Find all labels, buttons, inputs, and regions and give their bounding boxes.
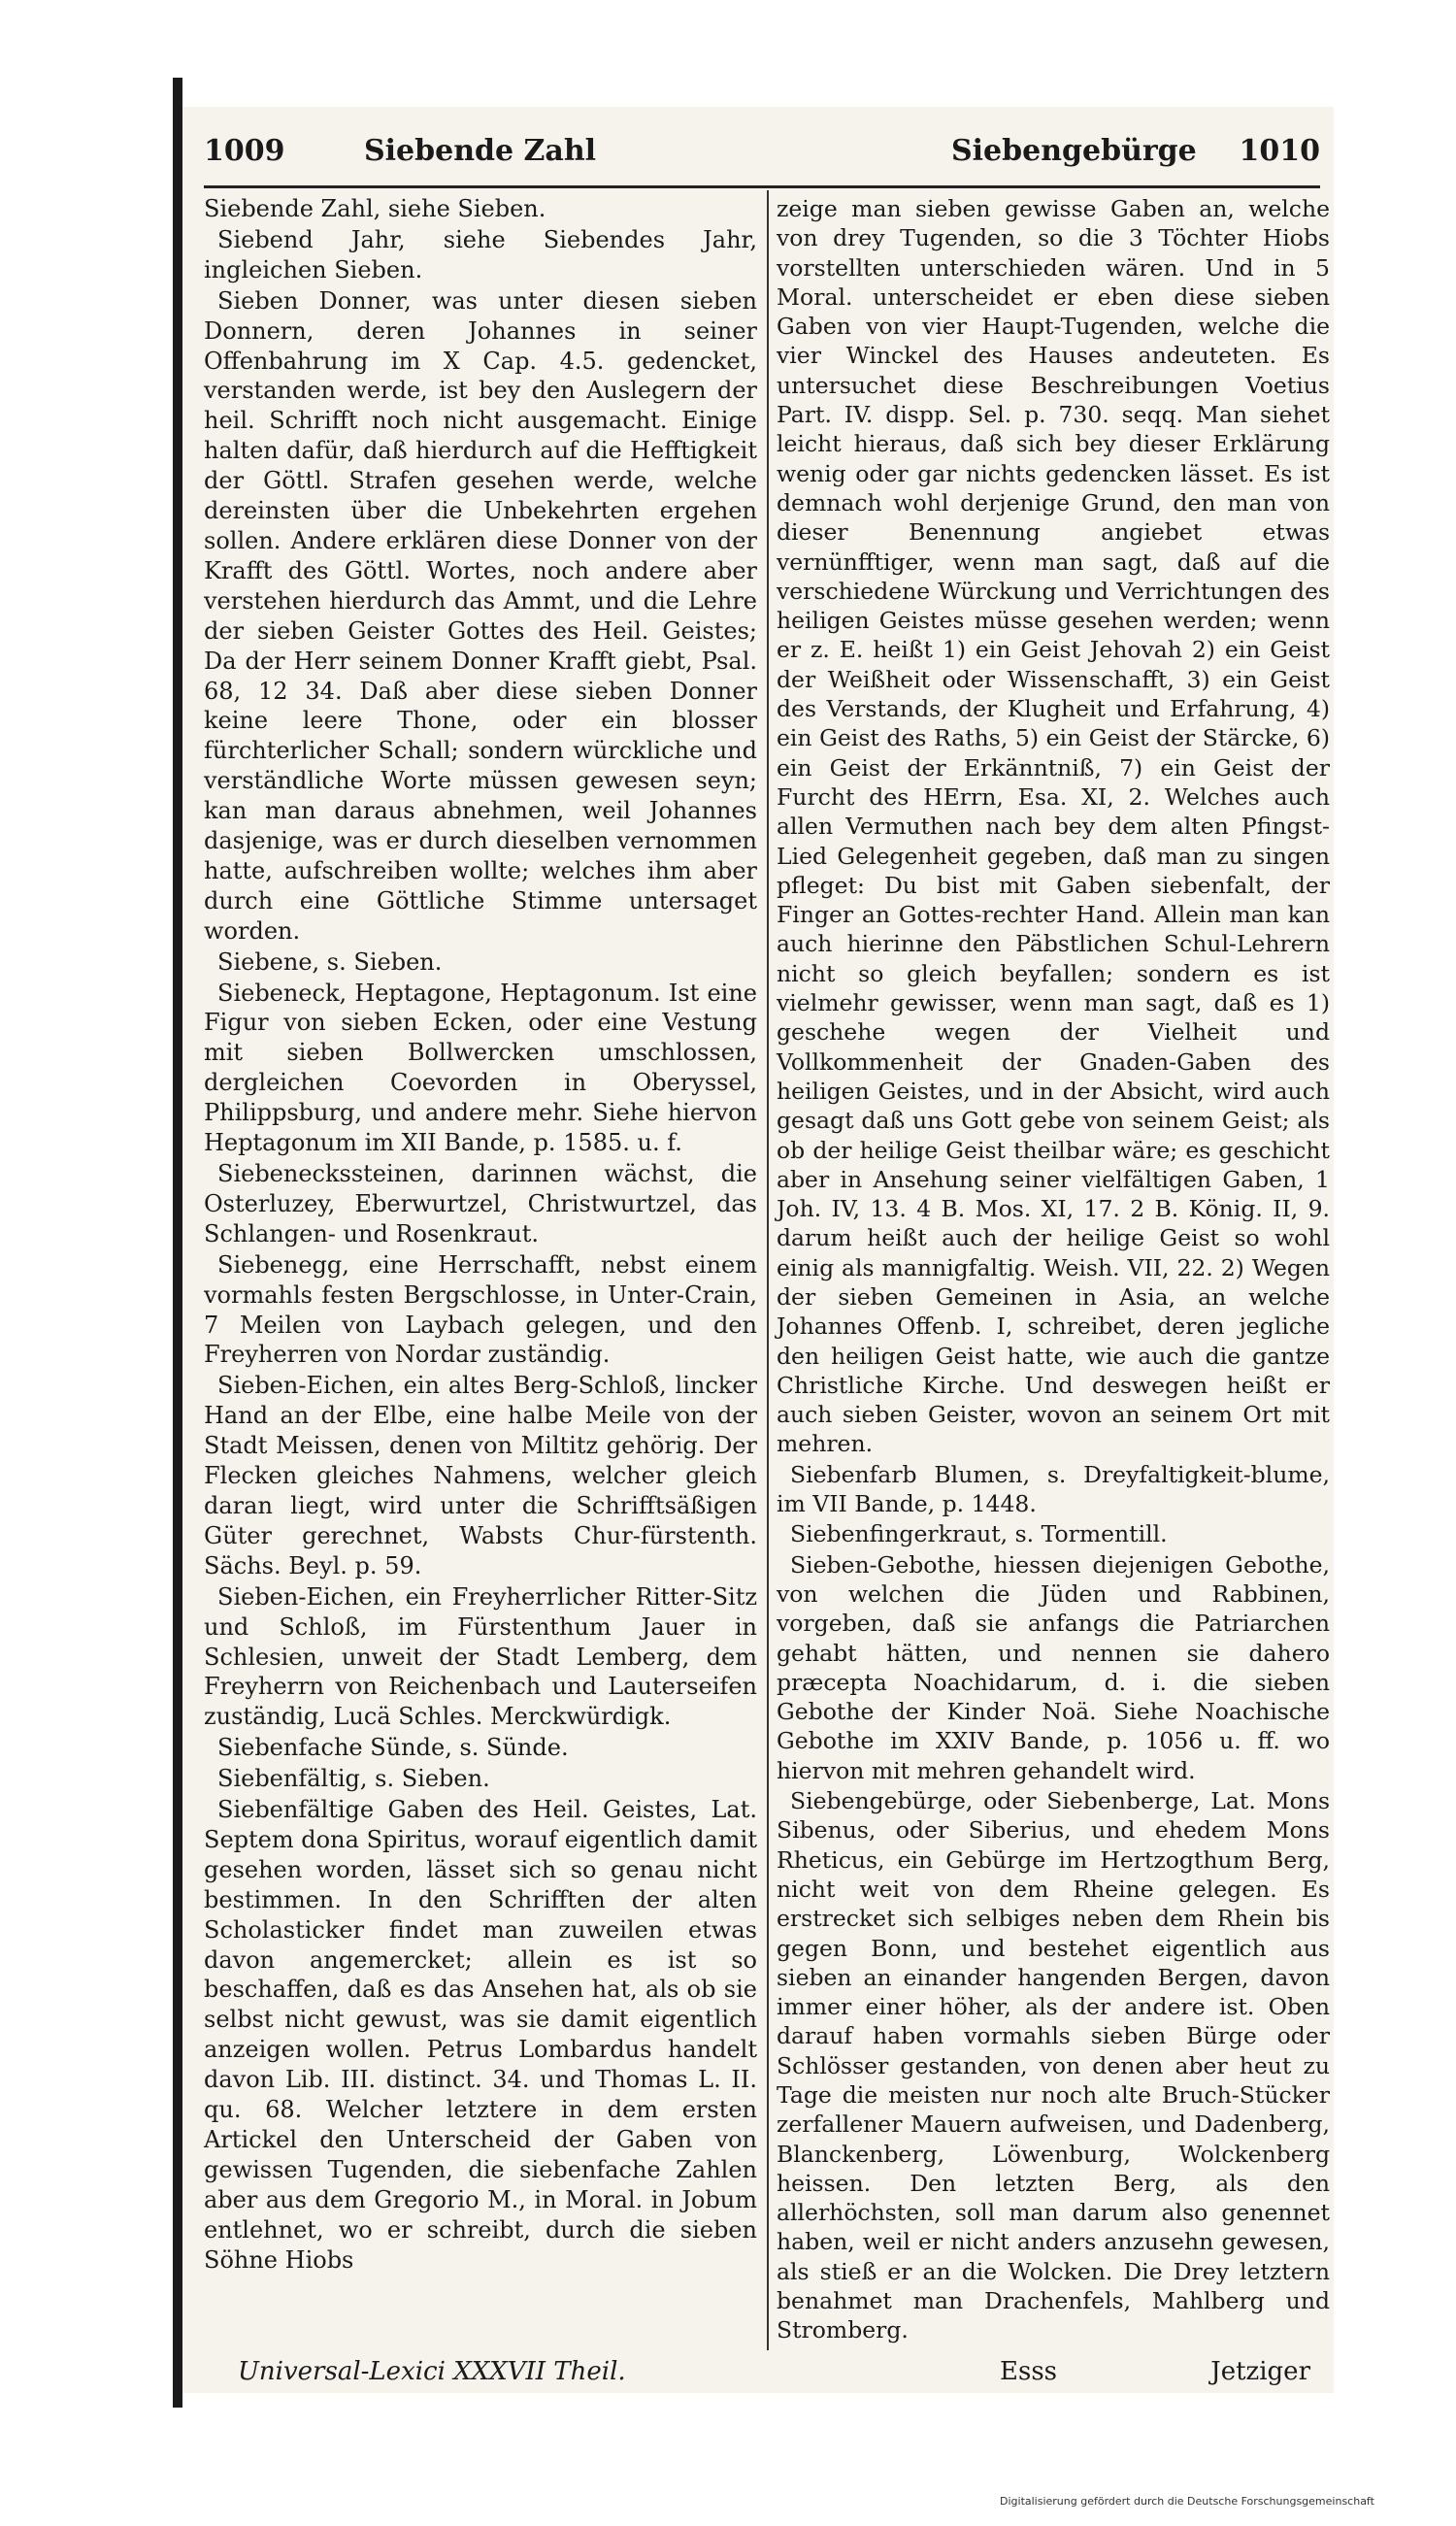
entry: Siebend Jahr, siehe Siebendes Jahr, ingleichen Sieben. [204, 225, 757, 283]
entry: Siebene, s. Sieben. [217, 947, 443, 976]
page-number-left: 1009 [204, 134, 285, 168]
entry: Siebenegg, eine Herrschafft, nebst einem vormahls festen Bergschlosse, in Unter-Crain, 7 Meilen von Laybach gelegen, und den Freyherren von Nordar zuständig. [204, 1250, 757, 1369]
right-column [777, 194, 1330, 2346]
signature-line: Universal-Lexici XXXVII Theil. [238, 2357, 626, 2386]
entry: Sieben-Eichen, ein altes Berg-Schloß, lincker Hand an der Elbe, eine halbe Meile von der Stadt Meissen, denen von Miltitz gehörig. Der Flecken gleiches Nahmens, welcher gleich daran liegt, wird unter die Schrifftsäßigen Güter gerechnet, Wabsts Chur-fürstenth. Sächs. Beyl. p. 59. [204, 1372, 757, 1579]
page-footer [204, 2357, 1320, 2396]
running-header [204, 134, 1320, 183]
entry: Siebenfingerkraut, s. Tormentill. [790, 1520, 1168, 1548]
entry: Siebengebürge, oder Siebenberge, Lat. Mons Sibenus, oder Siberius, und ehedem Mons Rheticus, ein Gebürge im Hertzogthum Berg, nicht weit von dem Rheine gelegen. Es erstrecket sich selbiges neben dem Rhein bis gegen Bonn, und bestehet eigentlich aus sieben an einander hangenden Bergen, davon immer einer höher, als der andere ist. Oben darauf haben vormahls sieben Bürge oder Schlösser gestanden, von denen aber heut zu Tage die meisten nur noch alte Bruch-Stücker zerfallener Mauern aufweisen, und Dadenberg, Blanckenberg, Löwenburg, Wolckenberg heissen. Den letzten Berg, als den allerhöchsten, soll man darum also genennet haben, weil er nicht anders anzusehn gewesen, als stieß er an die Wolcken. Die Drey letztern benahmet man Drachenfels, Mahlberg und Stromberg. [777, 1787, 1330, 2344]
header-title-right: Siebengebürge [951, 134, 1197, 168]
entry: Siebenfältige Gaben des Heil. Geistes, Lat. Septem dona Spiritus, worauf eigentlich damit gesehen worden, lässet sich so genau nicht bestimmen. In den Schrifften der alten Scholasticker findet man zuweilen etwas davon angemercket; allein es ist so beschaffen, daß es das Ansehen hat, als ob sie selbst nicht gewust, was sie damit eigentlich anzeigen wollen. Petrus Lombardus handelt davon Lib. III. distinct. 34. und Thomas L. II. qu. 68. Welcher letztere in dem ersten Artickel den Unterscheid der Gaben von gewissen Tugenden, die siebenfache Zahlen aber aus dem Gregorio M., in Moral. in Jobum entlehnet, wo er schreibt, durch die sieben Söhne Hiobs [204, 1796, 757, 2274]
entry: Siebenfältig, s. Sieben. [217, 1765, 490, 1793]
sheet-mark: Esss [1000, 2357, 1058, 2386]
entry: Siebenfarb Blumen, s. Dreyfaltigkeit-blume, im VII Bande, p. 1448. [777, 1460, 1330, 1518]
catchword: Jetziger [1210, 2357, 1310, 2386]
entry-continuation: zeige man sieben gewisse Gaben an, welche von drey Tugenden, so die 3 Töchter Hiobs vorstellten unterschieden wären. Und in 5 Moral. unterscheidet er eben diese sieben Gaben von vier Haupt-Tugenden, welche die vier Winckel des Hauses andeuteten. Es untersuchet diese Beschreibungen Voetius Part. IV. dispp. Sel. p. 730. seqq. Man siehet leicht hieraus, daß sich bey dieser Erklärung wenig oder gar nichts gedencken lässet. Es ist demnach wohl derjenige Grund, den man von dieser Benennung angiebet etwas vernünfftiger, wenn man sagt, daß auf die verschiedene Würckung und Verrichtungen des heiligen Geistes müsse gesehen werden; wenn er z. E. heißt 1) ein Geist Jehovah 2) ein Geist der Weißheit oder Wissenschafft, 3) ein Geist des Verstands, der Klugheit und Erfahrung, 4) ein Geist des Raths, 5) ein Geist der Stärcke, 6) ein Geist der Erkänntniß, 7) ein Geist der Furcht des HErrn, Esa. XI, 2. Welches auch allen Vermuthen nach bey dem alten Pfingst-Lied Gelegenheit gegeben, daß man zu singen pfleget: Du bist mit Gaben siebenfalt, der Finger an Gottes-rechter Hand. Allein man kan auch hierinne den Päbstlichen Schul-Lehrern nicht so gleich beyfallen; sondern es ist vielmehr gewisser, wenn man sagt, daß es 1) geschehe wegen der Vielheit und Vollkommenheit der Gnaden-Gaben des heiligen Geistes, und in der Absicht, wird auch gesagt daß uns Gott gebe von seinem Geist; als ob der heilige Geist theilbar wäre; es geschicht aber in Ansehung seiner vielfältigen Gaben, 1 Joh. IV, 13. 4 B. Mos. XI, 17. 2 B. König. II, 9. darum heißt auch der heilige Geist so wohl einig als mannigfaltig. Weish. VII, 22. 2) Wegen der sieben Gemeinen in Asia, an welche Johannes Offenb. I, schreibet, deren jegliche den heiligen Geist hatte, wie auch die gantze Christliche Kirche. Und deswegen heißt er auch sieben Geister, wovon an seinem Ort mit mehren. [777, 195, 1330, 1458]
binding-edge [173, 78, 182, 2408]
entry: Siebeneckssteinen, darinnen wächst, die Osterluzey, Eberwurtzel, Christwurtzel, das Schlangen- und Rosenkraut. [204, 1160, 757, 1247]
page-number-right: 1010 [1239, 134, 1320, 168]
entry: Sieben-Eichen, ein Freyherrlicher Ritter-Sitz und Schloß, im Fürstenthum Jauer in Schlesien, unweit der Stadt Lemberg, dem Freyherrn von Reichenbach und Lauterseifen zuständig, Lucä Schles. Merckwürdigk. [204, 1582, 757, 1731]
column-divider [767, 190, 769, 2350]
entry: Siebeneck, Heptagone, Heptagonum. Ist eine Figur von sieben Ecken, oder eine Vestung mit sieben Bollwercken umschlossen, dergleichen Coevorden in Oberyssel, Philippsburg, und andere mehr. Siehe hiervon Heptagonum im XII Bande, p. 1585. u. f. [204, 979, 757, 1157]
header-title-left: Siebende Zahl [364, 134, 597, 168]
left-column [204, 194, 757, 2277]
entry: Siebende Zahl, siehe Sieben. [204, 195, 546, 222]
entry: Siebenfache Sünde, s. Sünde. [217, 1734, 569, 1762]
header-rule [204, 185, 1320, 188]
entry: Sieben-Gebothe, hiessen diejenigen Gebothe, von welchen die Jüden und Rabbinen, vorgeben, daß sie anfangs die Patriarchen gehabt hätten, und nennen sie dahero præcepta Noachidarum, d. i. die sieben Gebothe der Kinder Noä. Siehe Noachische Gebothe im XXIV Bande, p. 1056 u. ff. wo hiervon mit mehren gehandelt wird. [777, 1550, 1330, 1784]
entry: Sieben Donner, was unter diesen sieben Donnern, deren Johannes in seiner Offenbahrung im X Cap. 4.5. gedencket, verstanden werde, ist bey den Auslegern der heil. Schrifft noch nicht ausgemacht. Einige halten dafür, daß hierdurch auf die Hefftigkeit der Göttl. Strafen gesehen werde, welche dereinsten über die Unbekehrten ergehen sollen. Andere erklären diese Donner von der Krafft des Göttl. Wortes, noch andere aber verstehen hierdurch das Ammt, und die Lehre der sieben Geister Gottes des Heil. Geistes; Da der Herr seinem Donner Krafft giebt, Psal. 68, 12 34. Daß aber diese sieben Donner keine leere Thone, oder ein blosser fürchterlicher Schall; sondern würckliche und verständliche Worte müssen gewesen seyn; kan man daraus abnehmen, weil Johannes dasjenige, was er durch dieselben vernommen hatte, aufschreiben wollte; welches ihm aber durch eine Göttliche Stimme untersaget worden. [204, 286, 757, 945]
digitization-credit: Digitalisierung gefördert durch die Deutsche Forschungsgemeinschaft [1000, 2495, 1374, 2508]
